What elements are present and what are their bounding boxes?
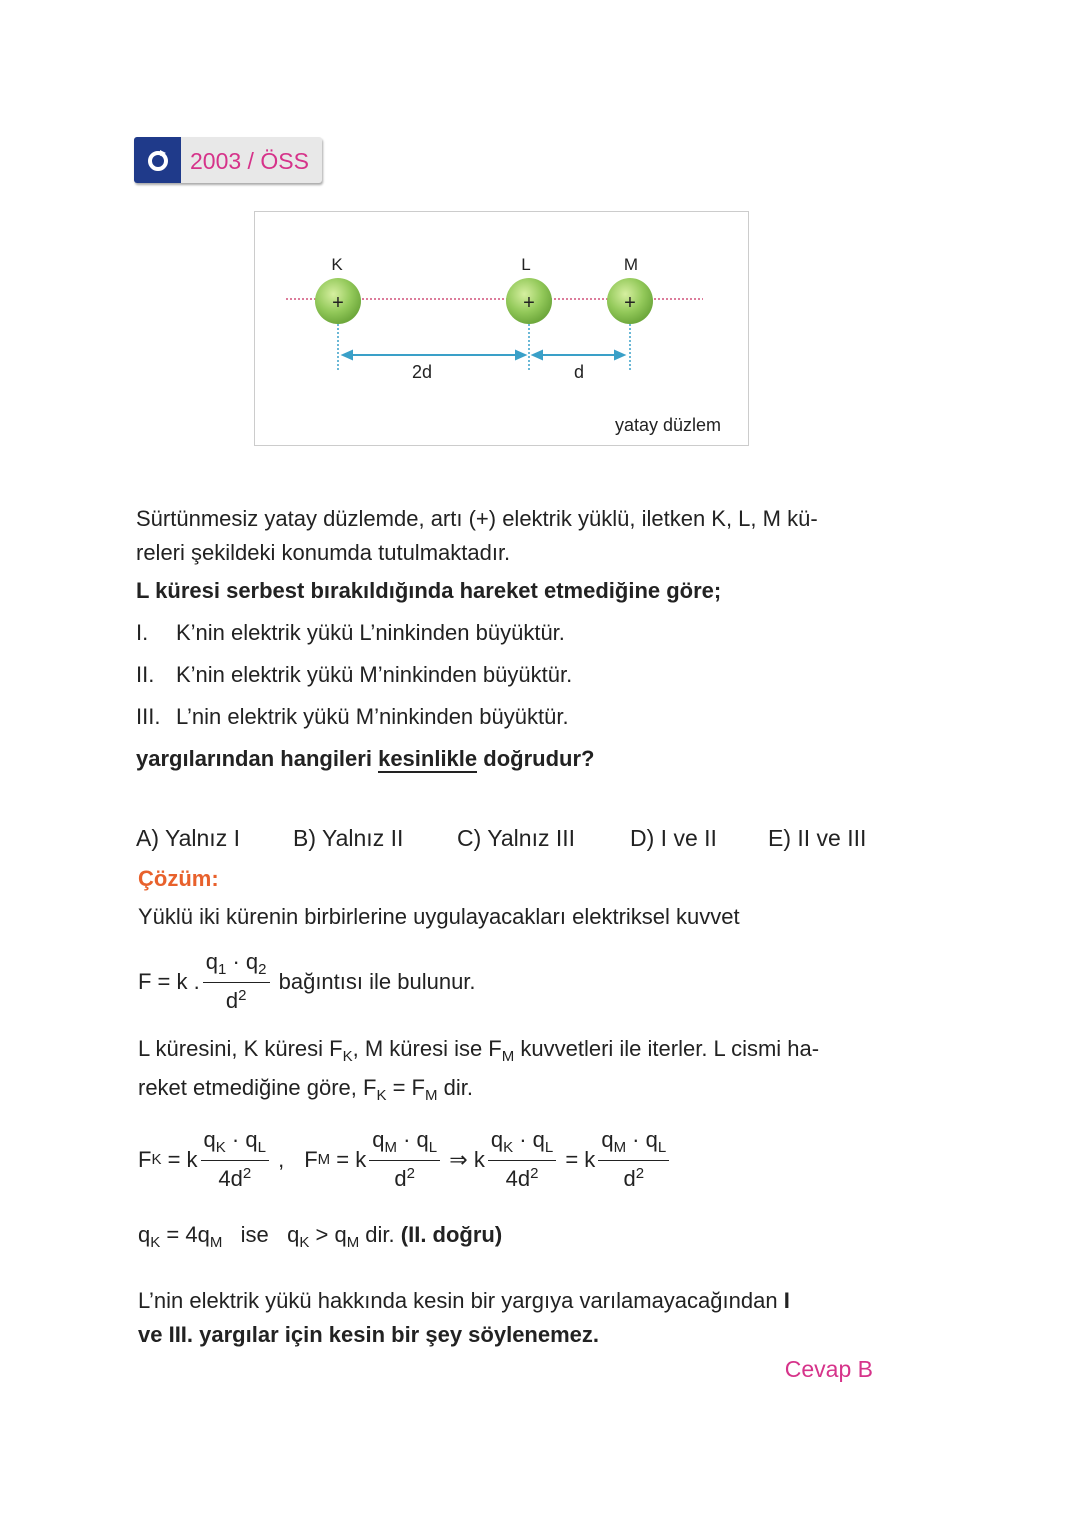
statement-1 xyxy=(136,620,565,646)
statement-num: II. xyxy=(136,662,155,687)
statement-num: I. xyxy=(136,620,149,645)
coulomb-formula xyxy=(138,950,476,1014)
fraction-left: $\frac{q_K \cdot q_L}{4d^2}$ xyxy=(488,1128,556,1192)
sign-m: + xyxy=(624,292,636,314)
force-equations: F K = k $\frac{q_K \cdot q_L}{4d^2}$ , F M = k $\frac{q_M \cdot q_L}{d^2}$ ⇒ k $\frac{q_K \cdot q_L}{4d^2}$ = k $\frac{q_M \cdot q_L}{d^2}$ xyxy=(138,1128,672,1192)
distance-d: d xyxy=(573,362,585,382)
option-e[interactable]: E) II ve III xyxy=(768,825,867,851)
exam-year-label: 2003 / ÖSS xyxy=(190,148,309,174)
ask-text: yargılarından hangileri xyxy=(136,746,379,771)
ask-text-end: doğrudur? xyxy=(477,746,595,771)
sign-l: + xyxy=(523,292,535,314)
refresh-circle-icon xyxy=(134,137,181,183)
plane-label: yatay düzlem xyxy=(614,415,722,435)
question-stem: L küresi serbest bırakıldığında hareket etmediğine göre; xyxy=(136,578,722,603)
solution-line-1: Yüklü iki kürenin birbirlerine uygulayacakları elektriksel kuvvet xyxy=(138,904,740,929)
fraction-right: $\frac{q_M \cdot q_L}{d^2}$ xyxy=(598,1128,669,1192)
answer-label: Cevap B xyxy=(784,1356,873,1382)
distance-2d: 2d xyxy=(411,362,433,382)
option-d[interactable]: D) I ve II xyxy=(630,825,717,851)
statement-text: K’nin elektrik yükü L’ninkinden büyüktür. xyxy=(176,620,565,645)
solution-line-3: L küresini, K küresi $F_K$, M küresi ise $F_M$ kuvvetleri ile iterler. L cismi ha- xyxy=(138,1036,820,1065)
label-l: L xyxy=(521,255,531,274)
solution-title: Çözüm: xyxy=(138,866,219,891)
formula-fraction: $\frac{q_1 \cdot q_2}{d^2}$ xyxy=(203,950,270,1014)
statement-3 xyxy=(136,704,569,730)
implies-icon: ⇒ xyxy=(443,1147,474,1172)
figure-spheres xyxy=(254,211,749,446)
statement-text: K’nin elektrik yükü M’ninkinden büyüktür. xyxy=(176,662,573,687)
exam-badge xyxy=(134,137,322,183)
fraction-fk: $\frac{q_K \cdot q_L}{4d^2}$ xyxy=(201,1128,269,1192)
sign-k: + xyxy=(332,292,344,314)
option-c[interactable]: C) Yalnız III xyxy=(457,825,576,851)
option-a[interactable]: A) Yalnız I xyxy=(136,825,240,851)
option-b[interactable]: B) Yalnız II xyxy=(293,825,404,851)
conclusion-line-2: ve III. yargılar için kesin bir şey söylenemez. xyxy=(138,1322,600,1347)
result-line: $q_K = 4q_M$ ise $q_K > q_M$ dir. (II. doğru) xyxy=(138,1222,503,1251)
question-ask xyxy=(136,746,594,772)
fraction-fm: $\frac{q_M \cdot q_L}{d^2}$ xyxy=(369,1128,440,1192)
label-m: M xyxy=(623,255,639,274)
statement-text: L’nin elektrik yükü M’ninkinden büyüktür. xyxy=(176,704,569,729)
statement-num: III. xyxy=(136,704,161,729)
label-k: K xyxy=(331,255,343,274)
spheres-diagram xyxy=(255,212,748,445)
statement-2 xyxy=(136,662,572,688)
intro-line-1: Sürtünmesiz yatay düzlemde, artı (+) elektrik yüklü, iletken K, L, M kü- xyxy=(136,506,818,531)
conclusion-line-1: L’nin elektrik yükü hakkında kesin bir yargıya varılamayacağından I xyxy=(138,1288,790,1313)
ask-emphasis: kesinlikle xyxy=(378,746,478,771)
solution-line-4: reket etmediğine göre, $F_K = F_M$ dir. xyxy=(138,1075,473,1104)
formula-after: bağıntısı ile bulunur. xyxy=(272,969,476,994)
intro-line-2: releri şekildeki konumda tutulmaktadır. xyxy=(136,540,511,565)
distance-arrows xyxy=(343,351,624,359)
formula-lhs: F = k . xyxy=(138,969,200,994)
